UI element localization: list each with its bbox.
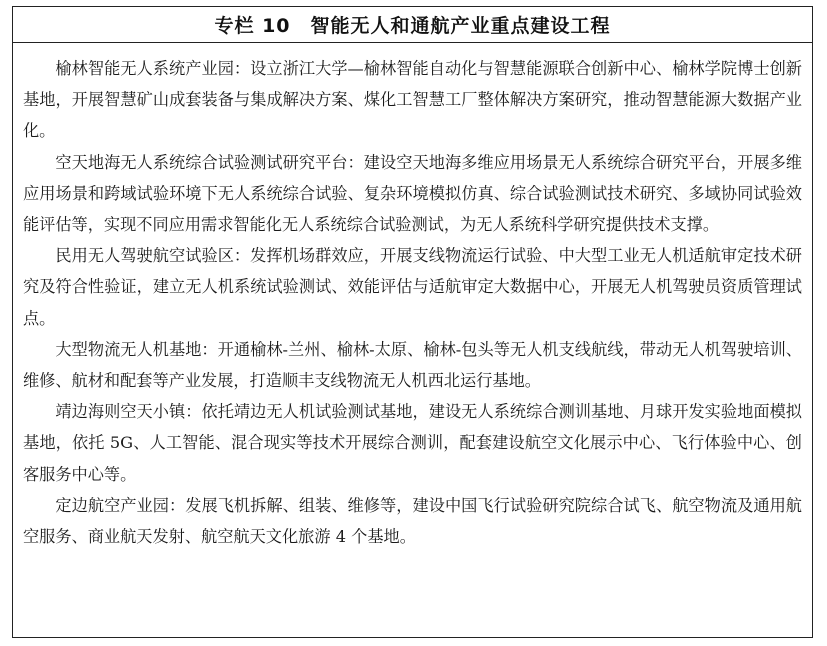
panel-title: 专栏 10 智能无人和通航产业重点建设工程 xyxy=(214,15,611,37)
panel-header xyxy=(13,7,812,43)
panel-body xyxy=(13,43,812,552)
paragraph-yulin-park: 榆林智能无人系统产业园：设立浙江大学—榆林智能自动化与智慧能源联合创新中心、榆林学院博士创新基地，开展智慧矿山成套装备与集成解决方案、煤化工智慧工厂整体解决方案研究，推动智慧能源大数据产业化。 xyxy=(23,59,802,141)
paragraph-logistics-base: 大型物流无人机基地：开通榆林-兰州、榆林-太原、榆林-包头等无人机支线航线，带动无人机驾驶培训、维修、航材和配套等产业发展，打造顺丰支线物流无人机西北运行基地。 xyxy=(23,339,802,391)
feature-panel xyxy=(12,6,813,638)
paragraph-test-platform: 空天地海无人系统综合试验测试研究平台：建设空天地海多维应用场景无人系统综合研究平台，开展多维应用场景和跨域试验环境下无人系统综合试验、复杂环境模拟仿真、综合试验测试技术研究、多域协同试验效能评估等，实现不同应用需求智能化无人系统综合试验测试，为无人系统科学研究提供技术支撑。 xyxy=(23,152,802,235)
paragraph-civil-uav-zone: 民用无人驾驶航空试验区：发挥机场群效应，开展支线物流运行试验、中大型工业无人机适航审定技术研究及符合性验证，建立无人机系统试验测试、效能评估与适航审定大数据中心，开展无人机驾驶员资质管理试点。 xyxy=(23,246,802,328)
paragraph-jingbian-town: 靖边海则空天小镇：依托靖边无人机试验测试基地，建设无人系统综合测训基地、月球开发实验地面模拟基地，依托 5G、人工智能、混合现实等技术开展综合测训，配套建设航空文化展示中心、飞行体验中心、创客服务中心等。 xyxy=(23,402,802,484)
paragraph-dingbian-park: 定边航空产业园：发展飞机拆解、组装、维修等，建设中国飞行试验研究院综合试飞、航空物流及通用航空服务、商业航天发射、航空航天文化旅游 4 个基地。 xyxy=(23,495,802,547)
